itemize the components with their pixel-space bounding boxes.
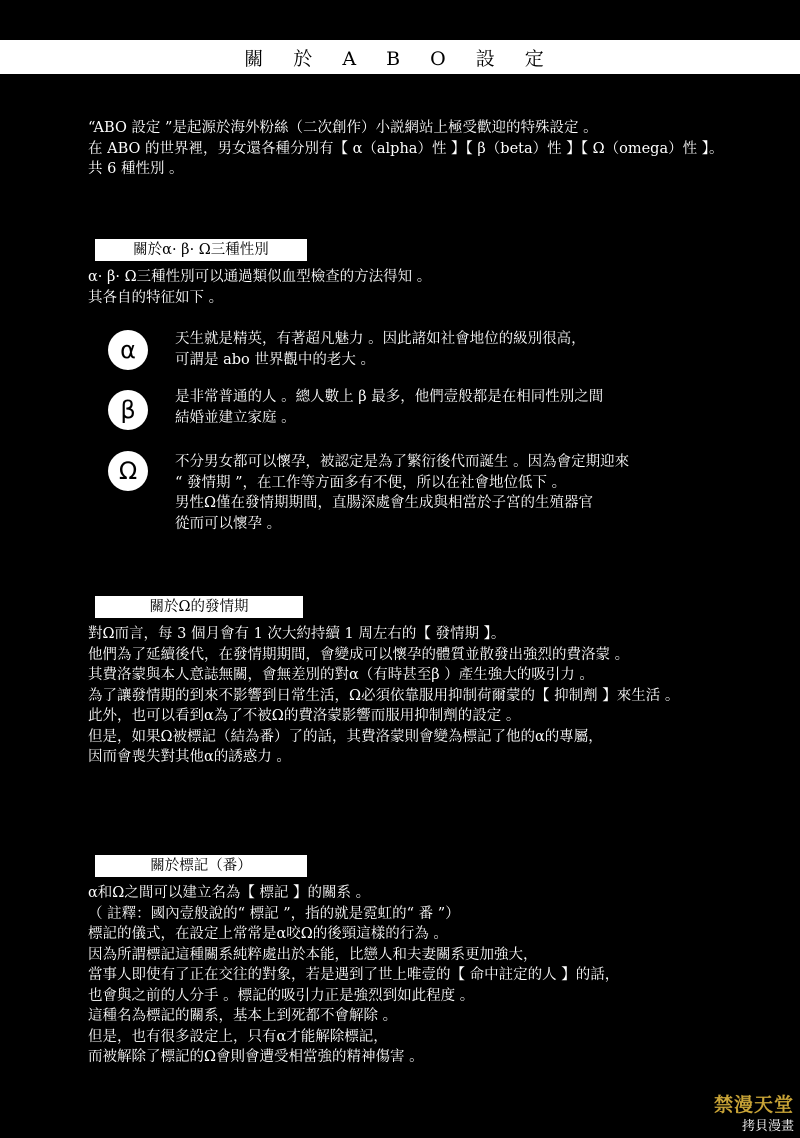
watermark-caption: 拷貝漫畫 — [741, 1119, 794, 1134]
beta-icon: β — [108, 390, 148, 430]
body-line: 其各自的特征如下 。 — [88, 289, 224, 306]
omega-icon: Ω — [108, 451, 148, 491]
body-line: 因為所謂標記這種關系純粹處出於本能，比戀人和夫妻關系更加強大， — [88, 946, 538, 963]
body-line: 因而會喪失對其他α的誘惑力 。 — [88, 749, 291, 765]
body-line: 此外，也可以看到α為了不被Ω的費洛蒙影響而服用抑制劑的設定 。 — [88, 708, 521, 724]
alpha-icon: α — [108, 330, 148, 370]
body-line: （ 註釋：國內壹般說的“ 標記 ”，指的就是霓虹的“ 番 ”） — [88, 905, 460, 922]
body-line: 當事人即使有了正在交往的對象，若是遇到了世上唯壹的【 命中註定的人 】的話， — [88, 967, 620, 983]
intro-line: “ABO 設定 ”是起源於海外粉絲（二次創作）小説網站上極受歡迎的特殊設定 。 — [88, 120, 598, 136]
watermark-logo-text: 禁漫天堂 — [713, 1094, 794, 1116]
body-line: 標記的儀式，在設定上常常是α咬Ω的後頸這樣的行為 。 — [88, 926, 448, 942]
section-heat-body — [88, 624, 778, 768]
body-line: 也會與之前的人分手 。標記的吸引力正是強烈到如此程度 。 — [88, 987, 475, 1004]
intro-paragraph — [88, 118, 778, 180]
section-mark-body — [88, 883, 778, 1068]
body-line: 為了讓發情期的到來不影響到日常生活，Ω必須依靠服用抑制荷爾蒙的【 抑制劑 】來生活 。 — [88, 687, 680, 704]
body-line: α· β· Ω三種性別可以通過類似血型檢查的方法得知 。 — [88, 269, 432, 285]
trait-line: 從而可以懷孕 。 — [175, 515, 282, 532]
body-line: 但是，如果Ω被標記（結為番）了的話，其費洛蒙則會變為標記了他的α的專屬， — [88, 728, 603, 745]
body-line: 但是，也有很多設定上，只有α才能解除標記， — [88, 1028, 388, 1045]
trait-line: 可謂是 abo 世界觀中的老大 。 — [175, 351, 375, 368]
intro-line: 在 ABO 的世界裡，男女還各種分別有【 α（alpha）性 】【 β（beta）性 】【 Ω（omega）性 】。 — [88, 140, 724, 157]
trait-line: 天生就是精英，有著超凡魅力 。因此諸如社會地位的級別很高， — [175, 331, 586, 347]
site-watermark — [698, 1090, 794, 1134]
section-heading-genders: 關於α· β· Ω三種性別 — [95, 239, 307, 261]
section-heading-heat: 關於Ω的發情期 — [95, 596, 303, 618]
trait-line: 是非常普通的人 。總人數上 β 最多，他們壹般都是在相同性別之間 — [175, 389, 604, 405]
body-line: 而被解除了標記的Ω會則會遭受相當強的精神傷害 。 — [88, 1049, 424, 1065]
intro-line: 共 6 種性別 。 — [88, 161, 184, 177]
omega-description — [175, 452, 775, 534]
section-genders-body — [88, 267, 778, 308]
body-line: 他們為了延續後代，在發情期期間，會變成可以懷孕的體質並散發出強烈的費洛蒙 。 — [88, 646, 630, 663]
body-line: 這種名為標記的關系，基本上到死都不會解除 。 — [88, 1008, 398, 1024]
body-line: 對Ω而言，每 3 個月會有 1 次大約持續 1 周左右的【 發情期 】。 — [88, 626, 506, 642]
trait-line: 不分男女都可以懷孕，被認定是為了繁衍後代而誕生 。因為會定期迎來 — [175, 454, 630, 470]
body-line: α和Ω之間可以建立名為【 標記 】的關系 。 — [88, 885, 371, 901]
page-title: 關 於 A B O 設 定 — [0, 40, 800, 74]
body-line: 其費洛蒙與本人意誌無關，會無差別的對α（有時甚至β ）產生強大的吸引力 。 — [88, 667, 594, 683]
trait-line: “ 發情期 ”，在工作等方面多有不便，所以在社會地位低下 。 — [175, 474, 567, 491]
beta-description — [175, 387, 775, 428]
trait-line: 男性Ω僅在發情期期間，直腸深處會生成與相當於子宮的生殖器官 — [175, 495, 594, 511]
alpha-description — [175, 329, 775, 370]
section-heading-mark: 關於標記（番） — [95, 855, 307, 877]
trait-line: 結婚並建立家庭 。 — [175, 409, 296, 426]
